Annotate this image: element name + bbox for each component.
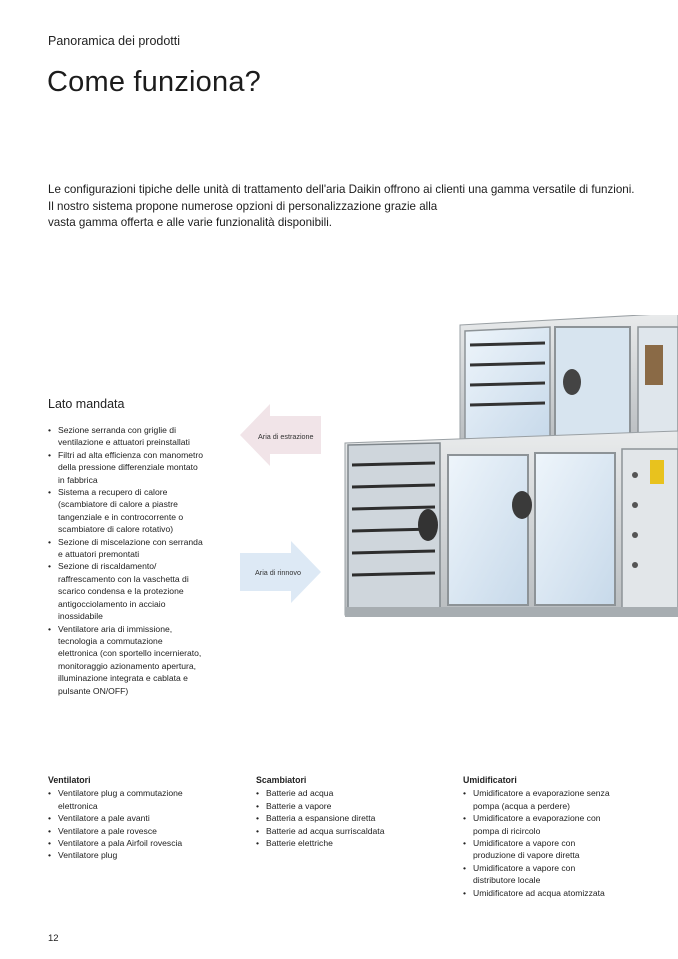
list-item xyxy=(256,825,456,837)
list-item-line: • Sistema a recupero di calore xyxy=(58,487,168,498)
fresh-air-label: Aria di rinnovo xyxy=(255,568,301,577)
list-item-line: antigocciolamento in acciaio xyxy=(58,598,166,609)
umidificatori-list xyxy=(463,787,663,899)
list-item xyxy=(48,849,248,861)
list-item-line: • Ventilatore plug xyxy=(58,850,118,861)
list-item-line: • Umidificatore a vapore con xyxy=(473,838,576,849)
list-item-line: in fabbrica xyxy=(58,474,98,485)
list-item-line: • Batteria a espansione diretta xyxy=(266,813,376,824)
list-item-line: • Umidificatore ad acqua atomizzata xyxy=(473,887,605,898)
list-item xyxy=(48,812,248,824)
intro-line: vasta gamma offerta e alle varie funzionalità disponibili. xyxy=(48,216,332,229)
list-item-line: • Ventilatore a pale rovesce xyxy=(58,825,157,836)
list-item-line: • Ventilatore aria di immissione, xyxy=(58,623,173,634)
list-item xyxy=(463,812,663,837)
extraction-air-label: Aria di estrazione xyxy=(258,432,314,441)
list-item-line: della pressione differenziale montato xyxy=(58,462,198,473)
list-item-line: distributore locale xyxy=(473,875,541,886)
lato-mandata-title: Lato mandata xyxy=(48,397,125,411)
list-item-line: • Batterie ad acqua surriscaldata xyxy=(266,825,385,836)
list-item-line: • Sezione di riscaldamento/ xyxy=(58,561,157,572)
intro-line: Il nostro sistema propone numerose opzioni di personalizzazione grazie alla xyxy=(48,199,438,213)
list-item xyxy=(48,825,248,837)
list-item-line: • Ventilatore a pala Airfoil rovescia xyxy=(58,838,183,849)
list-item xyxy=(256,800,456,812)
list-item-line: • Sezione serranda con griglie di xyxy=(58,425,176,435)
list-item xyxy=(48,623,220,697)
list-item-line: monitoraggio azionamento apertura, xyxy=(58,660,197,671)
list-item-line: • Umidificatore a evaporazione senza xyxy=(473,788,610,799)
intro-paragraph xyxy=(48,182,673,232)
intro-line: Le configurazioni tipiche delle unità di trattamento dell'aria Daikin offrono ai clienti una gamma versatile di funzioni. xyxy=(48,183,635,196)
list-item xyxy=(48,560,220,622)
list-item-line: pompa (acqua a perdere) xyxy=(473,800,570,811)
list-item xyxy=(256,812,456,824)
list-item-line: • Batterie a vapore xyxy=(266,800,332,811)
list-item xyxy=(48,449,220,486)
ventilatori-column xyxy=(48,774,248,862)
section-label: Panoramica dei prodotti xyxy=(48,34,181,48)
list-item xyxy=(48,536,220,561)
list-item-line: • Umidificatore a vapore con xyxy=(473,862,576,873)
list-item-line: • Umidificatore a evaporazione con xyxy=(473,813,601,824)
scambiatori-list xyxy=(256,787,456,849)
list-item xyxy=(256,787,456,799)
list-item xyxy=(256,837,456,849)
list-item xyxy=(463,837,663,862)
list-item-line: tecnologia a commutazione xyxy=(58,635,163,646)
list-item-line: pompa di ricircolo xyxy=(473,825,541,836)
list-item-line: illuminazione integrata e cablata e xyxy=(58,673,188,684)
scambiatori-title: Scambiatori xyxy=(256,775,307,785)
list-item-line: • Filtri ad alta efficienza con manometro xyxy=(58,449,204,460)
list-item-line: • Ventilatore plug a commutazione xyxy=(58,788,183,799)
list-item-line: pulsante ON/OFF) xyxy=(58,685,129,696)
list-item-line: e attuatori premontati xyxy=(58,549,140,560)
list-item-line: produzione di vapore diretta xyxy=(473,850,580,861)
list-item xyxy=(48,787,248,812)
ventilatori-title: Ventilatori xyxy=(48,775,91,785)
list-item-line: elettronica (con sportello incernierato, xyxy=(58,648,202,659)
list-item xyxy=(48,837,248,849)
list-item-line: tangenziale e in controcorrente o xyxy=(58,511,184,522)
page-number: 12 xyxy=(48,933,59,944)
list-item-line: • Batterie elettriche xyxy=(266,838,333,849)
lato-mandata-list xyxy=(48,424,220,697)
list-item-line: • Batterie ad acqua xyxy=(266,788,334,799)
list-item xyxy=(463,787,663,812)
page-title: Come funziona? xyxy=(47,66,261,98)
ventilatori-list xyxy=(48,787,248,861)
list-item-line: elettronica xyxy=(58,800,98,811)
list-item-line: (scambiatore di calore a piastre xyxy=(58,499,178,510)
umidificatori-column xyxy=(463,774,663,899)
list-item xyxy=(48,424,220,449)
list-item-line: • Ventilatore a pale avanti xyxy=(58,813,150,824)
air-handling-unit-image xyxy=(340,315,678,620)
list-item-line: scambiatore di calore rotativo) xyxy=(58,524,174,535)
list-item xyxy=(463,887,663,899)
list-item-line: ventilazione e attuatori preinstallati xyxy=(58,437,190,448)
list-item-line: inossidabile xyxy=(58,611,103,622)
list-item xyxy=(463,862,663,887)
list-item-line: raffrescamento con la vaschetta di xyxy=(58,573,189,584)
umidificatori-title: Umidificatori xyxy=(463,775,517,785)
list-item-line: • Sezione di miscelazione con serranda xyxy=(58,536,203,547)
scambiatori-column xyxy=(256,774,456,849)
list-item xyxy=(48,486,220,536)
list-item-line: scarico condensa e la protezione xyxy=(58,586,184,597)
